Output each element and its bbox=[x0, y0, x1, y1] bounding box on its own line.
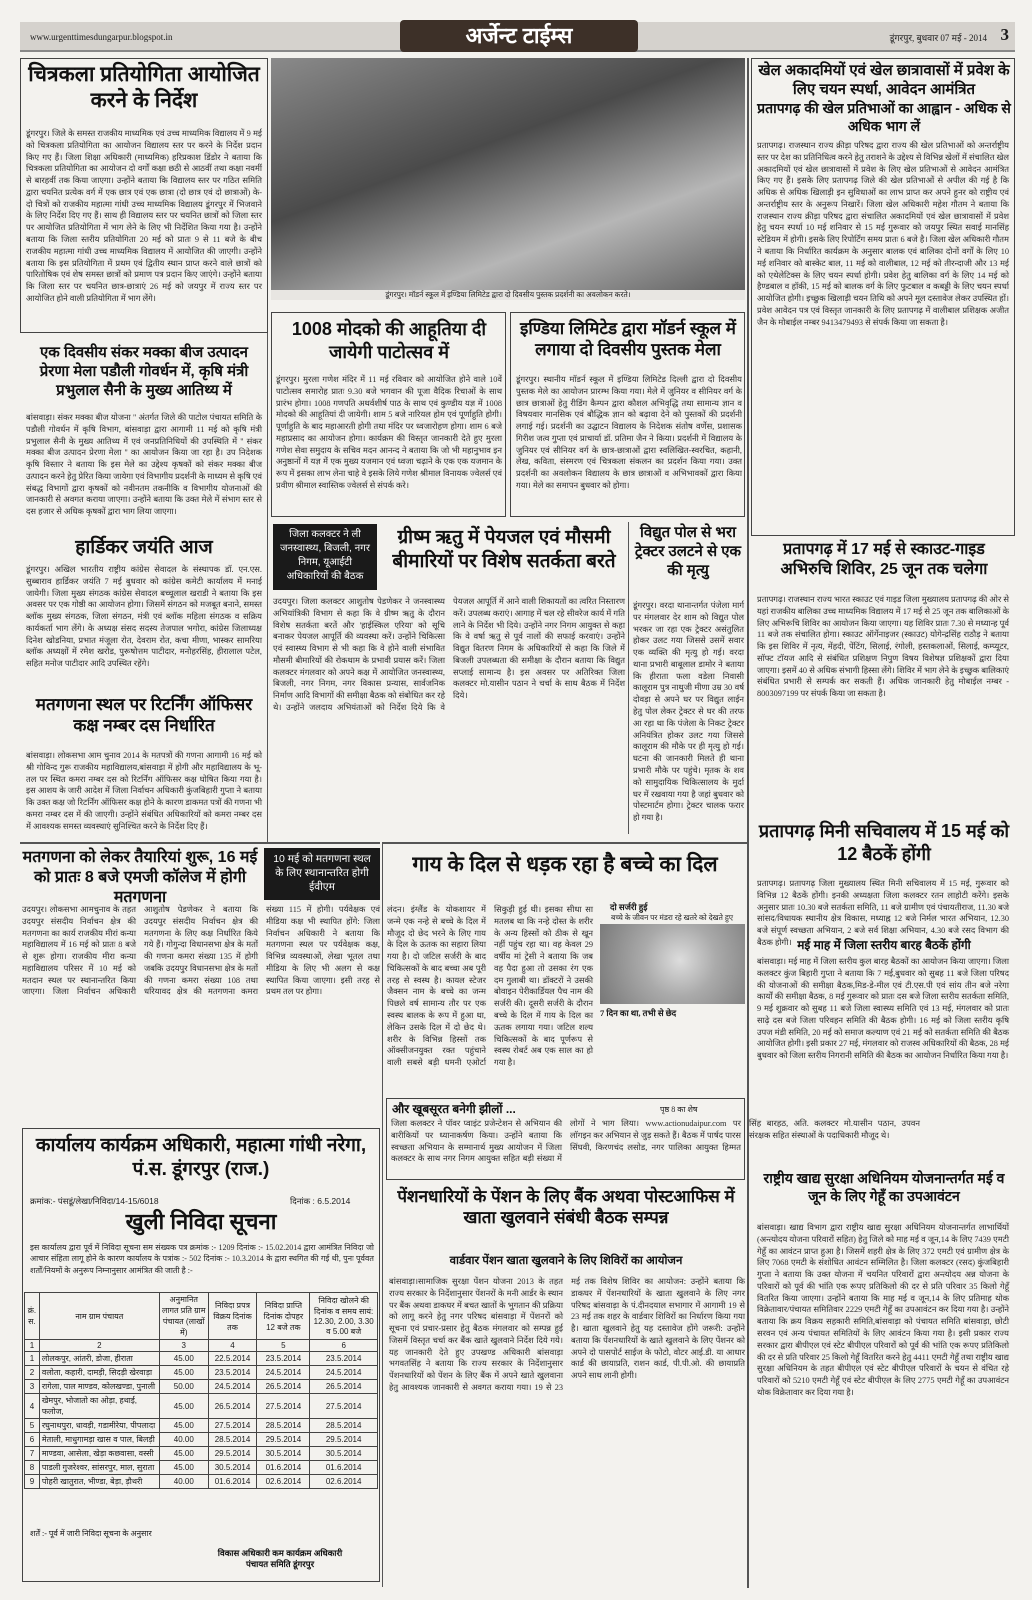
column-number: 4 bbox=[208, 1340, 257, 1352]
headline-sports-academy: खेल अकादमियों एवं खेल छात्रावासों में प्रवेश के लिए चयन स्पर्धा, आवेदन आमंत्रित bbox=[758, 62, 1010, 98]
continued-tag: पृष्ठ 8 का शेष bbox=[660, 1105, 698, 1114]
table-cell: रागेला, पाल माण्डव, कोलखण्डा, पुनाली bbox=[39, 1380, 159, 1394]
table-cell: 28.5.2014 bbox=[310, 1419, 378, 1433]
article-body: प्रतापगढ़। राजस्थान राज्य भारत स्काउट एवं गाइड जिला मुख्यालय प्रतापगढ़ की ओर से यहां राजकीय बालिका उच्च माध्यमिक विद्यालय में 17 मई से 25 जून तक बालिकाओं के लिए अभिरूचि शिविर का आयोजन किया जाएगा। यह शिविर प्रातः 7.30 से मध्यान्ह पूर्व 11 बजे तक संचालित होगा। स्काउट ऑर्गेनाइजर (स्काउट) योगेन्द्रसिंह राठौड़ ने बताया कि इस शिविर में नृत्य, मेंहदी, पेंटिंग, सिलाई, रंगोली, हस्तकलाओं, सिलाई, कम्प्यूटर, सॉफ्ट टॉयज आदि से संबंधित प्रशिक्षण निपुण विषय विशेषज्ञ प्रशिक्षकों द्वारा दिया जाएगा। इसमें 40 से अधिक संभागी हिस्सा लेंगे। शिविर में भाग लेने के इच्छुक बालिकाएं संबंधित प्रभारी से सम्पर्क कर सकती हैं। अधिक जानकारी हेतु मोबाईल नम्बर - 8003097199 पर संपर्क किया जा सकता है। bbox=[757, 595, 1009, 699]
column-number-row bbox=[25, 1340, 378, 1352]
table-row bbox=[25, 1461, 378, 1475]
article-body: डूंगरपुर। मुरला गणेश मंदिर में 11 मई रविवार को आयोजित होने वाले 10वें पाटोत्सव समारोह प्रातः 9.30 बजे भगवान की पूजा वैदिक रिचाओं के साथ प्रारंभ होगा। 1008 गणपति अथर्वशीर्ष पाठ के साथ एवं कुण्डीय यज्ञ में 1008 मोदको की आहूतियां दी जायेगी। शाम 5 बजे नारियल होम एवं पूर्णाहुति होगी। पूर्णाहुति के बाद महाआरती होगी तथा मंदिर पर ध्वजारोहण होगा। शाम 6 बजे महाप्रसाद का आयोजन होगा। कार्यक्रम की विस्तृत जानकारी देते हुए मुरला गणेश सेवा समुदाय के सचिव मदन आनन्द ने बताया कि जो भी महानुभाव इन अनुष्ठानों में यज्ञ में एक मुख्य यजमान एवं ध्वजा चढ़ाने के एक एक यजमान के रूप में इसका लाभ लेना चाहे वे इसके लिये गणेश श्रीमाल विनायक ज्वेलर्स एवं प्रवीण श्रीमाल स्वास्तिक ज्वेलर्स से संपर्क करे। bbox=[276, 375, 502, 491]
headline-district-meetings: मई माह में जिला स्तरीय बारह बैठकें होंगी bbox=[797, 938, 971, 952]
article-body: बांसवाड़ा।सामाजिक सुरक्षा पेंशन योजना 2013 के तहत राज्य सरकार के निर्देशानुसार पेंशनरों के मनी आर्डर के स्थान पर बैंक अथवा डाकघर में बचत खातों के भुगतान की प्रक्रिया को लागू करने हेतु नगर परिषद बांसवाड़ा में पेंशनरों को सूचना एवं प्रचार-प्रसार हेतु बैठक मंगलवार को सम्पन्न हुई जिसमें विस्तृत चर्चा कर बैंक खाते खुलवाने निर्देश दिये गये। यह जानकारी देते हुए उपखण्ड अधिकारी बांसवाड़ा भगवतसिंह ने बताया कि राज्य सरकार के निर्देशानुसार पेंशनधारियों को पेंशन के लिए बैंक में अपने खाते खुलवाना हेतु आवश्यक जानकारी से अवगत कराया गया। 19 से 23 मई तक विशेष शिविर का आयोजन: उन्होंने बताया कि डाकघर में पेंशनधारियों के खाता खुलवाने के लिए नगर परिषद बांसवाड़ा के पं.दीनदयाल सभागार में आगामी 19 से 23 मई तक शहर के वार्डवार शिविरों का निर्धारण किया गया है। खाता खुलवाने हेतु यह दस्तावेज होंगे जरूरी: उन्होंने बताया कि पेंशनधारियों के खाते खुलवाने के लिए पेंशनर को अपने दो पासपोर्ट साईज के फोटो, वोटर आई.डी. या आधार कार्ड की छायाप्रति, राशन कार्ड, पी.पी.ओ. की छायाप्रति अपने साथ लानी होगी। bbox=[389, 1277, 745, 1393]
table-cell: 28.5.2014 bbox=[208, 1433, 257, 1447]
table-cell: 26.5.2014 bbox=[208, 1394, 257, 1419]
notice-signatory bbox=[180, 1548, 380, 1569]
column-header: नाम ग्राम पंचायत bbox=[39, 1293, 159, 1340]
table-cell: 02.6.2014 bbox=[310, 1475, 378, 1489]
notice-ref-number: क्रमांक:- पंसडूं/लेखा/निविदा/14-15/6018 bbox=[30, 1196, 159, 1206]
column-header: निविदा प्रपत्र विक्रय दिनांक तक bbox=[208, 1293, 257, 1340]
table-cell: रघुनाथपुरा, धावड़ी, गडामीरेया, पीपलादा bbox=[39, 1419, 159, 1433]
photo-caption: बच्चे के जीवन पर मंडरा रहे खतरे को देखते हुए bbox=[611, 913, 733, 922]
table-cell: पोहरी खातुरात, भीण्डा, बेड़ा, ड़ौथरी bbox=[39, 1475, 159, 1489]
column-number: 1 bbox=[25, 1340, 40, 1352]
table-cell: 40.00 bbox=[159, 1475, 208, 1489]
column-number: 3 bbox=[159, 1340, 208, 1352]
table-row bbox=[25, 1447, 378, 1461]
masthead bbox=[20, 22, 1015, 52]
table-cell: 8 bbox=[25, 1461, 40, 1475]
tender-table-wrap bbox=[24, 1292, 378, 1489]
table-cell: 7 bbox=[25, 1447, 40, 1461]
table-cell: मेताली, माधुगामड़ा खास व पाल, बिलड़ी bbox=[39, 1433, 159, 1447]
table-cell: 29.5.2014 bbox=[310, 1433, 378, 1447]
table-cell: 23.5.2014 bbox=[310, 1352, 378, 1366]
table-cell: 30.5.2014 bbox=[208, 1461, 257, 1475]
table-row bbox=[25, 1394, 378, 1419]
headline-mini-secretariat: प्रतापगढ़ मिनी सचिवालय में 15 मई को 12 बैठकें होंगी bbox=[758, 821, 1010, 864]
subheadline-pratapgarh-talent: प्रतापगढ़ की खेल प्रतिभाओं का आह्वान - अधिक से अधिक भाग लें bbox=[757, 100, 1011, 134]
table-cell: 22.5.2014 bbox=[208, 1352, 257, 1366]
table-cell: लोलकपुर, आंतरी, डोजा, हीराता bbox=[39, 1352, 159, 1366]
table-cell: 27.5.2014 bbox=[208, 1419, 257, 1433]
table-cell: 29.5.2014 bbox=[208, 1447, 257, 1461]
article-body: डूंगरपुर। स्थानीय मॉडर्न स्कूल में इण्डिया लिमिटेड दिल्ली द्वारा दो दिवसीय पुस्तक मेले का आयोजन प्रारम्भ किया गया। मेले में जुनियर व सीनियर वर्ग के छात्र छात्राओं हेतु रीडिंग कैम्पन द्वारा कौशल अभिवृद्धि तथा सामान्य ज्ञान व विषयवार मानसिक एवं बौद्धिक ज्ञान को बढ़ावा देने को पुस्तकों की प्रदर्शनी लगाई गई। प्रदर्शनी का उद्घाटन विद्यालय के निदेशक संतोष वर्णेस, प्रशासक गिरीश जत्व गुप्ता एवं प्राचार्या डॉ. प्रतिमा जैन ने किया। प्रदर्शनी में विद्यालय के जुनियर एवं सीनियर वर्ग के छात्र-छात्राओं द्वारा स्वलिखित-स्वरचित, कहानी, लेख, कविता, संस्मरण एवं चित्रकला संकलन का प्रदर्शन किया गया। उक्त प्रदर्शनी का अवलोकन विद्यालय के छात्र छात्राओं व अभिभावकों द्वारा किया गया। मेले का समापन बुधवार को होगा। bbox=[516, 375, 742, 491]
column-header: क्रं. स. bbox=[25, 1293, 40, 1340]
column-header: निविदा प्राप्ति दिनांक दोपहर 12 बजे तक bbox=[257, 1293, 310, 1340]
table-cell: 4 bbox=[25, 1394, 40, 1419]
table-header-row bbox=[25, 1293, 378, 1340]
notice-terms: शर्तें :- पूर्व में जारी निविदा सूचना के अनुसार bbox=[30, 1529, 152, 1538]
table-cell: 27.5.2014 bbox=[310, 1394, 378, 1419]
column-divider bbox=[747, 58, 749, 1588]
signatory-office: पंचायत समिति डूंगरपुर bbox=[245, 1558, 315, 1569]
newspaper-logo: अर्जेन्ट टाईम्स bbox=[400, 20, 638, 52]
subheading: 7 दिन का था, तभी से छेद bbox=[600, 1008, 677, 1018]
table-cell: पाडली गुजरेश्वर, सांसरपुर, माल, सुराता bbox=[39, 1461, 159, 1475]
headline-counting-preparations: मतगणना को लेकर तैयारियां शुरू, 16 मई को प्रातः 8 बजे एमजी कॉलेज में होगी मतगणना bbox=[22, 849, 258, 906]
table-cell: 24.5.2014 bbox=[310, 1366, 378, 1380]
page-number: 3 bbox=[1000, 25, 1009, 44]
table-cell: 40.00 bbox=[159, 1433, 208, 1447]
headline-cow-heart: गाय के दिल से धड़क रहा है बच्चे का दिल bbox=[412, 853, 718, 876]
headline-counting-venue: मतगणना स्थल पर रिटर्निंग ऑफिसर कक्ष नम्बर दस निर्धारित bbox=[35, 695, 253, 736]
table-cell: 45.00 bbox=[159, 1461, 208, 1475]
highlight-box-evm: 10 मई को मतगणना स्थल के लिए स्थानान्तरित होगी ईवीएम bbox=[264, 848, 380, 900]
table-cell: 6 bbox=[25, 1433, 40, 1447]
table-cell: 45.00 bbox=[159, 1352, 208, 1366]
highlight-box-collector-meeting: जिला कलक्टर ने ली जनस्वास्थ्य, बिजली, नगर निगम, यूआईटी अधिकारियों की बैठक bbox=[273, 524, 377, 590]
headline-food-security-wheat: राष्ट्रीय खाद्य सुरक्षा अधिनियम योजनान्तर्गत मई व जून के लिए गेहूँ का उपआवंटन bbox=[763, 1170, 1005, 1204]
table-cell: 26.5.2014 bbox=[257, 1380, 310, 1394]
column-header: निविदा खोलने की दिनांक व समय सायं: 12.30, 2.00, 3.30 व 5.00 बजे bbox=[310, 1293, 378, 1340]
article-body: प्रतापगढ़। प्रतापगढ़ जिला मुख्यालय स्थित मिनी सचिवालय में 15 मई, गुरूवार को विभिन्न 12 बैठकें होंगी। इनकी अध्यक्षता जिला कलक्टर रतन लाहोटी करेंगे। इसके अनुसार प्रातः 10.30 बजे सतर्कता समिति, 11 बजे ग्रामीण एवं पंचायतीराज, 11.30 बजे सांसद/विधायक स्थानीय क्षेत्र विकास, मध्याह्न 12 बजे निर्मल भारत अभियान, 12.30 बजे संपूर्ण स्वच्छता अभियान, 2 बजे सर्व शिक्षा अभियान, 4.30 बजे रसद विभाग की बैठक होगी। bbox=[757, 879, 1009, 947]
table-cell: 30.5.2014 bbox=[310, 1447, 378, 1461]
table-cell: माण्डवा, आसेला, खेड़ा कछवासा, वस्सी bbox=[39, 1447, 159, 1461]
table-row bbox=[25, 1380, 378, 1394]
table-row bbox=[25, 1419, 378, 1433]
table-cell: 45.00 bbox=[159, 1419, 208, 1433]
column-divider bbox=[628, 522, 629, 834]
table-cell: 45.00 bbox=[159, 1366, 208, 1380]
table-row bbox=[25, 1433, 378, 1447]
table-cell: 26.5.2014 bbox=[310, 1380, 378, 1394]
table-cell: 50.00 bbox=[159, 1380, 208, 1394]
table-cell: 24.5.2014 bbox=[257, 1366, 310, 1380]
article-body: जिला कलक्टर ने पॉवर प्वाइंट प्रजेन्टेशन से अभियान की बारीकियों पर ध्यानाकर्षण किया। उन्होंने बताया कि स्वच्छता अभियान के सम्मानार्थ मुख्य आयोजन में जिला कलक्टर के साथ नगर निगम आयुक्त सहित बड़ी संख्या में लोगों ने भाग लिया। www.actionudaipur.com पर लॉगइन कर अभियान से जुड़ सकते हैं। बैठक में पार्षद पारस सिंघवी, किरणचंद लसोड, नगर पालिका आयुक्त हिम्मत सिंह बारहठ, अति. कलक्टर मो.यासीन पठान, उपवन संरक्षक सहित संस्थाओं के पदाधिकारी मौजूद थे। bbox=[391, 1119, 920, 1164]
table-cell: 1 bbox=[25, 1352, 40, 1366]
table-cell: 45.00 bbox=[159, 1447, 208, 1461]
article-body: उदयपुर। जिला कलक्टर आशुतोष पेडणेकर ने जनस्वास्थ्य अभियांत्रिकी विभाग से कहा कि वे ग्रीष्म ऋतु के दौरान विशेष सतर्कता बरतें और 'हाईस्किल एरिया' को सूचि बनाकर पेयजल आपूर्ति की व्यवस्था करें। उन्होंने चिकित्सा एवं स्वास्थ्य विभाग से भी कहा कि वे होने वाली संभावित मौसमी बीमारियों की रोकथाम के प्रभावी प्रयास करें। जिला कलक्टर मंगलवार को अपने कक्ष में आयोजित जनस्वास्थ्य, बिजली, नगर निगम, नगर विकास प्रन्यास, सार्वजनिक निर्माण आदि विभागों की समीक्षा बैठक को संबोधित कर रहे थे। उन्होंने जलदाय अभियंताओं को निर्देश दिये कि वे पेयजल आपूर्ति में आने वाली शिकायतों का त्वरित निस्तारण करें। उपलब्ध कराएं। आगाह में चल रहे सीवरेज कार्य में गति लाने के निर्देश भी दिये। उन्होंने नगर निगम आयुक्त से कहा कि वे वर्षा ऋतु से पूर्व नालों की सफाई करवाएं। उन्होंने विद्युत वितरण निगम के अधिकारियों से कहा कि जिले में बिजली उपलब्धता की समीक्षा के दौरान बताया कि विद्युत सप्लाई सामान्य है। इस अवसर पर अतिरिक्त जिला कलक्टर मो.यासीन पठान ने चर्चा के साथ बैठक में निर्देश दिये। bbox=[273, 597, 625, 713]
notice-date: दिनांक : 6.5.2014 bbox=[290, 1196, 351, 1206]
column-divider bbox=[382, 842, 383, 1587]
table-row bbox=[25, 1475, 378, 1489]
headline-pension-meeting: पेंशनधारियों के पेंशन के लिए बैंक अथवा पोस्टआफिस में खाता खुलवाने संबंधी बैठक सम्पन्न bbox=[397, 1187, 735, 1228]
photo-caption-title: दो सर्जरी हुई bbox=[610, 902, 648, 912]
table-cell: वलोता, कहारी, दामड़ी, सिदड़ी खेरवाड़ा bbox=[39, 1366, 159, 1380]
divider bbox=[20, 842, 380, 844]
article-body: बांसवाड़ा। खाद्य विभाग द्वारा राष्ट्रीय खाद्य सुरक्षा अधिनियम योजनान्तर्गत लाभार्थियों (अन्त्योदय योजना परिवारों सहित) हेतु जिले को माह मई व जून,14 के लिए 7439 एमटी गेहूँ का आवंटन प्राप्त हुआ है। जिसमें शहरी क्षेत्र के लिए 372 एमटी एवं ग्रामीण क्षेत्र के लिए 7068 एमटी के संशोधित आवंटन सम्मिलित है। जिला कलक्टर (रसद) कुंजबिहारी गुप्ता ने बताया कि उक्त योजना में चयनित परिवारों द्वारा अन्त्योदय अन्न योजना के परिवारों को पूर्व की भांति एक रूपए प्रतिकिलो की दर से प्रति परिवार 35 किलो गेहूँ वितरित किया जाएगा। उन्होंने बताया कि माह मई व जून,14 के लिए प्रतिमाह थोक विक्रेतावार/पंचायत समितिवार 2229 एमटी गेहूँ का उपआवंटन कर दिया गया है। उन्होंने बताया कि क्रय विक्रय सहकारी समिति,बांसवाड़ा को पंचायत समिति बांसवाड़ा, छोटी सरवन एवं अन्य पंचायत समितियों के लिए आवंटन किया गया है। इसी प्रकार राज्य सरकार द्वारा बीपीएल एवं स्टेट बीपीएल परिवारों को पूर्व की भांति एक रूपए प्रतिकिलो की दर से प्रति परिवार 25 किलो गेहूँ वितरित करने हेतु 4411 एमटी गेहूँ तथा राष्ट्रीय खाद्य सुरक्षा अधिनियम के तहत बीपीएल एवं स्टेट बीपीएल परिवारों के चयन से वंचित रहे परिवारों को 5210 एमटी गेहूँ एवं स्टेट बीपीएल के लिए 2775 एमटी गेहूँ का उपआवंटन थोक विक्रेतावार कर दिया गया है। bbox=[757, 1223, 1009, 1397]
headline-book-fair: इण्डिया लिमिटेड द्वारा मॉडर्न स्कूल में लगाया दो दिवसीय पुस्तक मेला bbox=[520, 319, 736, 360]
column-number: 2 bbox=[39, 1340, 159, 1352]
headline-lakes: और खूबसूरत बनेगी झीलों ... bbox=[392, 1102, 516, 1116]
table-cell: 01.6.2014 bbox=[257, 1461, 310, 1475]
headline-painting-competition: चित्रकला प्रतियोगिता आयोजित करने के निर्देश bbox=[28, 63, 260, 113]
table-cell: 23.5.2014 bbox=[257, 1352, 310, 1366]
table-cell: 01.6.2014 bbox=[310, 1461, 378, 1475]
article-body: डूंगरपुर। अखिल भारतीय राष्ट्रीय कांग्रेस सेवादल के संस्थापक डॉ. एन.एस. सुब्बाराव हार्डिकर जयंति 7 मई बुधवार को कांग्रेस कमेटी कार्यालय में मनाई जायेगी। जिला मुख्य संगठक कांग्रेस सेवादल बच्चूलाल खराडी ने बताया कि इस अवसर पर एक गोष्ठी का आयोजन होगा। जिसमें संगठन को मजबूत बनाने, समस्त ब्लॉक मुख्य संगठक, जिला संगठन, मंत्री एवं ब्लॉक महिला संगठक व सक्रिय कार्यकर्ता भाग लेंगे। के अध्यक्ष संसद सदस्य तेजपाल भगोरा, कांग्रेस जिलाध्यक्ष दिनेश खोडनिया, प्रभात मंजूला रोत, देवराम रोत, कचा मीणा, भास्कर सामरिया ब्लॉक अध्यक्षों में रमेश खरोड, पुरूषोत्तम पाटीदार, मनोहरसिंह, हीरालाल पटेल, सहित मनोज पाटीदार आदि उपस्थित रहेंगे। bbox=[26, 565, 262, 669]
article-body: डूंगरपुर। वरदा थानान्तर्गत पंजेला मार्ग पर मंगलवार देर शाम को विद्युत पोल भरकर जा रहा एक ट्रेक्टर असंतुलित होकर उलट गया जिससे उसमें सवार एक व्यक्ति की मृत्यु हो गई। वरदा थाना प्रभारी बाबूलाल डामोर ने बताया कि हीराता फला वडेला निवासी कालूराम पुत्र नाथुजी मीणा उम्र 30 वर्ष दोवड़ा से अपने घर पर विद्युत लाईन हेतु पोल लेकर ट्रेक्टर से घर की तरफ आ रहा था कि पंजेला के निकट ट्रेक्टर अनियंत्रित होकर उलट गया जिससे कालूराम की मौके पर ही मृत्यु हो गई। घटना की जानकारी मिलते ही थाना प्रभारी मौके पर पहुंचे। मृतक के शव को सामुदायिक चिकित्सालय के मुर्दा घर में रखवाया गया है जहां बुधवार को पोस्टमार्टम होगा। ट्रेक्टर चालक फरार हो गया है। bbox=[633, 601, 744, 823]
article-body: लंदन। इंग्लैंड के योकशायर में जन्मे एक नन्हे से बच्चे के दिल में मौजूद दो छेद भरने के लिए गाय के दिल के ऊतक का सहारा लिया गया है। दो जटिल सर्जरी के बाद चिकित्सकों के बाद बच्चा अब पूरी तरह से स्वस्थ है। कायल स्टेजर जैक्सन नाम के बच्चे का जन्म पिछले वर्ष सामान्य तौर पर एक स्वस्थ बालक के रूप में हुआ था, लेकिन उसके दिल में दो छेद थे। शरीर के विभिन्न हिस्सों तक ऑक्सीजनयुक्त रक्त पहुंचाने वाली सबसे बड़ी धमनी एओर्टा सिकुड़ी हुई थी। इसका सीधा सा मतलब था कि नन्हे दोस्त के शरीर के अन्य हिस्सों को ठीक से खून नहीं पहुंच रहा था। वह केवल 29 वर्षीय मां ट्रेसी ने बताया कि जब वह पैदा हुआ तो उसका रंग एक दम गुलाबी था। डॉक्टरों ने उसकी बोवाइन पेरीकार्डियल पैच नाम की सर्जरी की। दूसरी सर्जरी के दौरान बच्चे के दिल में गाय के दिल का ऊतक लगाया गया। जटिल शल्य चिकित्सकों के बाद पूर्णरूप से स्वस्थ रोबर्ट अब एक साल का हो गया है। bbox=[387, 905, 593, 1068]
table-cell: 2 bbox=[25, 1366, 40, 1380]
article-body: प्रतापगढ़। राजस्थान राज्य क्रीड़ा परिषद द्वारा राज्य की खेल प्रतिभाओं को अन्तर्राष्ट्रीय स्तर पर देश का प्रतिनिधित्व करने हेतु तराशने के उद्देश्य से विभिन्न खेलों में संचालित खेल अकादमियों एवं खेल छात्रावासों में प्रवेश के लिए खेल प्रतिभाओं से आवेदन आमंत्रित किए गए हैं। इसके लिए प्रतापगढ़ जिले की खेल प्रतिभाओं से अपील की गई है कि अधिक से अधिक खिलाड़ी इन सुविधाओं का लाभ प्राप्त कर अपने हुनर को राष्ट्रीय एवं अन्तर्राष्ट्रीय स्तर के अनुरूप निखारें। जिला खेल अधिकारी महेश गौतम ने बताया कि राजस्थान राज्य क्रीड़ा परिषद द्वारा संचालित अकादमियों एवं खेल छात्रावासों में प्रवेश हेतु चयन स्पर्धा 10 मई शनिवार से 15 मई गुरूवार को जयपुर स्थित सवाई मानसिंह स्टेडियम में होगी। इसके लिए रिपोर्टिंग समय प्रातः 6 बजे है। जिला खेल अधिकारी गौतम ने बताया कि निर्धारित कार्यक्रम के अनुसार बालक एवं बालिका दोनों वर्गों के लिए 10 मई शनिवार को बास्केट बाल, 11 मई को वालीबाल, 12 मई को तीरन्दाजी और 13 मई को एथेलेटिक्स के लिए चयन स्पर्धा होगी। प्रवेश हेतु बालिका वर्ग के लिए 14 मई को हैण्डबाल व हॉकी, 15 मई को बालक वर्ग के लिए फुटबाल व कबड्डी के लिए चयन स्पर्धा आयोजित होगी। इच्छुक खिलाड़ी चयन तिथि को अपने मूल दस्तावेज लेकर उपस्थित हों। प्रवेश आवेदन पत्र एवं विस्तृत जानकारी के लिए प्रतापगढ़ में वालीबाल प्रशिक्षक अजीत जैन के मोबाईल नम्बर 9413479493 से संपर्क किया जा सकता है। bbox=[757, 141, 1009, 327]
table-cell: खेमपुर, भोजातो का ओड़ा, हथाई, फलोज, bbox=[39, 1394, 159, 1419]
website-url: www.urgenttimesdungarpur.blogspot.in bbox=[30, 32, 173, 42]
divider bbox=[383, 842, 747, 844]
article-body: बांसवाड़ा। संकर मक्का बीज योजना '' अंतर्गत जिले की पाटोल पंचायत समिति के पडौली गोवर्धन में कृषि विभाग, बांसवाड़ा द्वारा आगामी 11 मई को कृषि मंत्री प्रभुलाल सैनी के मुख्य आतिथ्य में एवं जनप्रतिनिधियों की उपस्थिति में '' संकर मक्का बीज उत्पादन प्रेरणा मेला '' का आयोजन किया जा रहा है। उप निदेशक कृषि विस्तार ने बताया कि इस मेले का उद्देश्य कृषकों को संकर मक्का बीज उत्पादन करने हेतु प्रेरित किया जायेगा एवं विभागीय प्रदर्शनी के माध्यम से कृषि एवं संबद्ध विभागों द्वारा कृषकों को नवीनतम तकनीकि व विभागीय योजनाओं की जानकारी से अवगत कराया जाएगा। उन्होंने बताया कि उक्त मेले में संभाग स्तर से दस हजार से अधिक कृषकों द्वारा भाग लिया जाएगा। bbox=[26, 413, 262, 517]
dateline: डूंगरपुर, बुधवार 07 मई - 2014 bbox=[889, 33, 987, 43]
table-cell: 30.5.2014 bbox=[257, 1447, 310, 1461]
subheadline-pension-camps: वार्डवार पेंशन खाता खुलवाने के लिए शिविरों का आयोजन bbox=[449, 1255, 683, 1267]
column-header: अनुमानित लागत प्रति ग्राम पंचायत (लाखों में) bbox=[159, 1293, 208, 1340]
article-body: बांसवाड़ा। लोकसभा आम चुनाव 2014 के मतपत्रों की गणना आगामी 16 मई को श्री गोविन्द गुरू राजकीय महाविद्यालय,बांसवाड़ा में होगी और महाविद्यालय के भू-तल पर स्थित कमरा नम्बर दस को रिटर्निंग ऑफिसर कक्ष घोषित किया गया है। इस आशय के जारी आदेश में जिला निर्वाचन अधिकारी कुंजबिहारी गुप्ता ने बताया कि उक्त कक्ष जो रिटर्निंग ऑफिसर कक्ष होने के कारण डाकमत पत्रों की गणना भी कमरा नम्बर दस में की जाएगी। उन्होंने संबंधित अधिकारियों को कमरा नम्बर दस में आवश्यक समस्त व्यवस्थाएं सुनिश्चित करने के निर्देश दिए हैं। bbox=[26, 751, 262, 831]
book-fair-photo bbox=[271, 58, 745, 296]
photo-caption: डूंगरपुर। मॉडर्न स्कूल में इण्डिया लिमिटेड द्वारा दो दिवसीय पुस्तक प्रदर्शनी का अवलोकन करते। bbox=[271, 290, 745, 300]
headline-hardikar-jayanti: हार्डिकर जयंति आज bbox=[75, 537, 213, 558]
headline-tractor-accident: विद्युत पोल से भरा ट्रेक्टर उलटने से एक की मृत्यु bbox=[634, 524, 742, 579]
column-number: 6 bbox=[310, 1340, 378, 1352]
table-cell: 28.5.2014 bbox=[257, 1419, 310, 1433]
table-cell: 27.5.2014 bbox=[257, 1394, 310, 1419]
table-row bbox=[25, 1366, 378, 1380]
notice-intro: इस कार्यालय द्वारा पूर्व में निविदा सूचना सम संख्यक पत्र क्रमांक :- 1209 दिनांक :- 15.02.2014 द्वारा आमंत्रित निविदा जो आचार संहिता लागू होने के कारण कार्यालय के पत्रांक :- 502 दिनांक :- 10.3.2014 के द्वारा स्थगित की गई थी, पुनः पूर्ववत शर्तों/नियमों के अनुरूप निम्नानुसार आमंत्रित की जाती है :- bbox=[30, 1243, 374, 1275]
table-cell: 23.5.2014 bbox=[208, 1366, 257, 1380]
article-body: उदयपुर। लोकसभा आमचुनाव के तहत उदयपुर संसदीय निर्वाचन क्षेत्र की मतगणना का कार्य राजकीय मीरां कन्या महाविद्यालय में 16 मई को प्रातः 8 बजे से शुरू होगा। राजकीय मीरा कन्या महाविद्यालय परिसर में 10 मई को मतदान स्थल पर स्थानान्तरित किया जाएगा। जिला निर्वाचन अधिकारी आशुतोष पेडणेकर ने बताया कि उदयपुर संसदीय निर्वाचन क्षेत्र की मतगणना के लिए कक्ष निर्धारित किये गये हैं। गोगुन्दा विधानसभा क्षेत्र के मतों की गणना कमरा संख्या 135 में होगी जबकि उदयपुर विधानसभा क्षेत्र के मतों की गणना कमरा संख्या 108 तथा धरियावद क्षेत्र की मतगणना कमरा संख्या 115 में होगी। पर्यवेक्षक एवं मीडिया कक्ष भी स्थापित होंगे: जिला निर्वाचन अधिकारी ने बताया कि मतगणना स्थल पर पर्यवेक्षक कक्ष, विभिन्न व्यवस्थाओं, लेखा भूतल तथा मीडिया के लिए भी अलग से कक्ष स्थापित किया जाएगा। इसी तरह से प्रथम तल पर होगा। bbox=[22, 905, 380, 997]
table-cell: 29.5.2014 bbox=[257, 1433, 310, 1447]
table-cell: 3 bbox=[25, 1380, 40, 1394]
article-body: डूंगरपुर। जिले के समस्त राजकीय माध्यमिक एवं उच्च माध्यमिक विद्यालय में 9 मई को चित्रकला प्रतियोगिता का आयोजन विद्यालय स्तर पर करने के निर्देश प्रदान किए गए हैं। जिला शिक्षा अधिकारी (माध्यमिक) हरिप्रकाश डिंडोर ने बताया कि चित्रकला प्रतियोगिता का आयोजन दो वर्गों कक्षा छठी से आठवीं तथा कक्षा नवमीं से बारहवीं तक किया जाएगा। उन्होंने बताया कि विद्यालय स्तर पर गठित समिति द्वारा चयनित प्रत्येक वर्ग में एक छात्र एवं एक छात्रा (दो छात्र एवं दो छात्राओं) के- दो चित्रों को राजकीय महात्मा गांधी उच्च माध्यमिक विद्यालय डूंगरपुर में भिजवाने के लिए निर्देश दिए गए हैं। साथ ही विद्यालय स्तर पर चयनित छात्रों को जिला स्तर पर आयोजित प्रतियोगिता में भाग लेने के लिए भी निर्देशित किया गया है। उन्होंने बताया कि जिला स्तरीय प्रतियोगिता 20 मई को प्रातः 9 से 11 बजे के बीच राजकीय महात्मा गांधी उच्च माध्यमिक विद्यालय में आयोजित की जाएगी। उन्होंने बताया कि इस प्रतियोगिता में प्रथम एवं द्वितीय स्थान प्राप्त करने वाले छात्रों को पारितोषिक एवं शेष समस्त छात्रों को प्रमाण पत्र प्रदान किए जाएंगे। उन्होंने बताया कि जिला स्तर पर चयनित छात्र-छात्राएं 26 मई को जयपुर में राज्य स्तर पर आयोजित होने वाली प्रतियोगिता में भाग लेंगे। bbox=[26, 129, 262, 303]
baby-photo bbox=[600, 924, 745, 1004]
headline-scout-guide-camp: प्रतापगढ़ में 17 मई से स्काउट-गाइड अभिरुचि शिविर, 25 जून तक चलेगा bbox=[780, 541, 988, 578]
table-cell: 9 bbox=[25, 1475, 40, 1489]
table-cell: 02.6.2014 bbox=[257, 1475, 310, 1489]
headline-maize-seed-fair: एक दिवसीय संकर मक्का बीज उत्पादन प्रेरणा मेला पडौली गोवर्धन में, कृषि मंत्री प्रभुलाल सैनी के मुख्य आतिथ्य में bbox=[39, 344, 249, 399]
table-cell: 24.5.2014 bbox=[208, 1380, 257, 1394]
notice-title: खुली निविदा सूचना bbox=[125, 1209, 277, 1234]
table-cell: 01.6.2014 bbox=[208, 1475, 257, 1489]
article-body: बांसवाड़ा। मई माह में जिला स्तरीय कुल बारह बैठकों का आयोजन किया जाएगा। जिला कलक्टर कुंज बिहारी गुप्ता ने बताया कि 7 मई,बुधवार को सुबह 11 बजे जिला परिषद की योजनाओं की समीक्षा बैठक,मिड-डे-मील एवं टी.एस.पी एवं सांय तीन बजे नरेगा कार्यों की समीक्षा बैठक, 8 मई गुरूवार को प्रातः दस बजे जिला स्तरीय सतर्कता समिति, 9 मई शुक्रवार को सुबह 11 बजे जिला स्वास्थ्य समिति एवं 13 मई, मंगलवार को प्रातः साढ़े दस बजे जिला परिवहन समिति की बैठक होगी। 16 मई को जिला स्तरीय कृषि उपज मंडी समिति, 20 मई को समाज कल्याण एवं 21 मई को सतर्कता समिति की बैठक आयोजित होगी। इसी प्रकार 27 मई, मंगलवार को राजस्व अधिकारियों की बैठक, 28 मई बुधवार को जिला स्तरीय निगरानी समिति की बैठक का आयोजन निर्धारित किया गया है। bbox=[757, 957, 1009, 1061]
headline-1008-modak: 1008 मोदको की आहूतिया दी जायेगी पाटोत्सव में bbox=[291, 319, 487, 362]
table-cell: 5 bbox=[25, 1419, 40, 1433]
notice-office-title: कार्यालय कार्यक्रम अधिकारी, महात्मा गांधी नरेगा, पं.स. डूंगरपुर (राज.) bbox=[35, 1135, 367, 1180]
table-cell: 45.00 bbox=[159, 1394, 208, 1419]
headline-summer-precautions: ग्रीष्म ऋतु में पेयजल एवं मौसमी बीमारियों पर विशेष सतर्कता बरते bbox=[392, 527, 616, 572]
tender-table bbox=[24, 1292, 378, 1489]
column-number: 5 bbox=[257, 1340, 310, 1352]
table-row bbox=[25, 1352, 378, 1366]
signatory-title: विकास अधिकारी कम कार्यक्रम अधिकारी bbox=[217, 1548, 343, 1558]
